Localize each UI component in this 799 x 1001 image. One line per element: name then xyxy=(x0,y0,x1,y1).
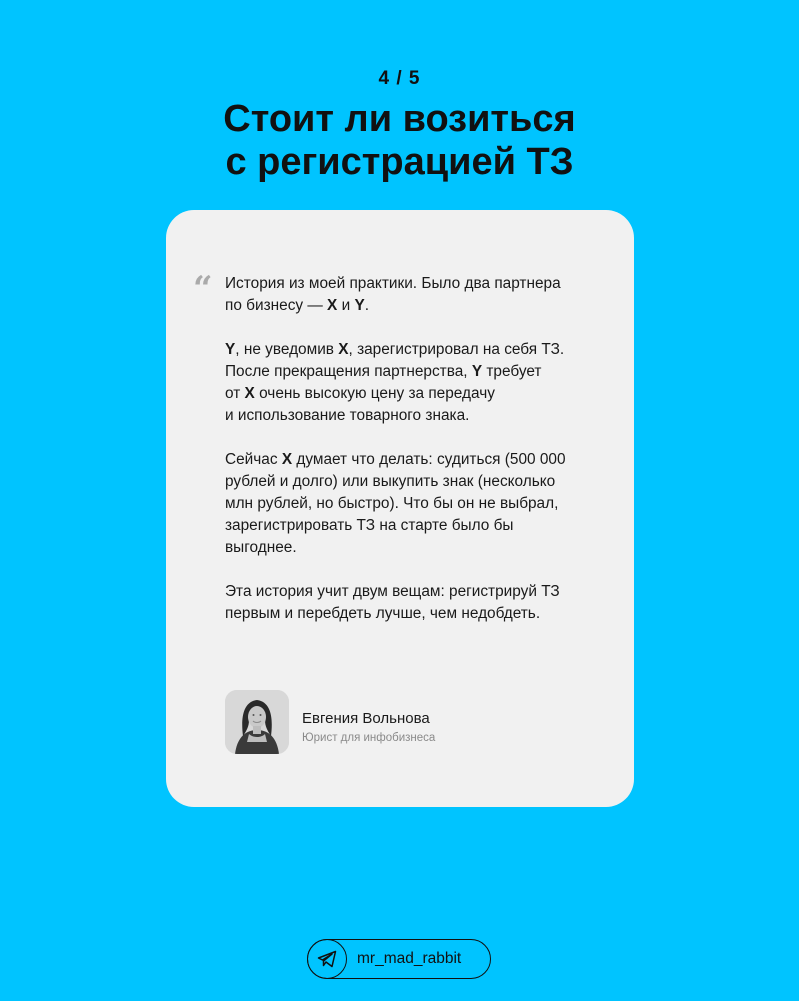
author-role: Юрист для инфобизнеса xyxy=(302,732,436,744)
quote-text-span: очень высокую цену за передачу xyxy=(254,385,495,402)
page-title-line-1: Стоит ли возиться xyxy=(223,98,576,140)
page-counter: 4 / 5 xyxy=(378,68,421,89)
quote-text-span: выгоднее. xyxy=(225,539,297,556)
quote-text-span: требует xyxy=(482,363,542,380)
telegram-handle[interactable]: mr_mad_rabbit xyxy=(357,950,462,967)
quote-paragraph-3 xyxy=(225,449,597,559)
telegram-icon xyxy=(307,939,347,979)
partner-y: Y xyxy=(354,297,365,314)
quote-text-span: , не уведомив xyxy=(235,341,339,358)
quote-text-span: рублей и долго) или выкупить знак (несколько xyxy=(225,473,556,490)
quote-text-span: и использование товарного знака. xyxy=(225,407,470,424)
quote-text-span: . xyxy=(364,297,369,314)
quote-text-span: по бизнесу — xyxy=(225,297,328,314)
quote-text-span: и xyxy=(337,297,355,314)
quote-paragraph-1 xyxy=(225,273,597,317)
partner-y: Y xyxy=(471,363,483,380)
quote-paragraph-2 xyxy=(225,339,597,427)
partner-y: Y xyxy=(225,341,236,358)
partner-x: X xyxy=(327,297,338,314)
quote-text-span: После прекращения партнерства, xyxy=(225,363,472,380)
author-avatar xyxy=(225,690,289,754)
partner-x: X xyxy=(281,451,293,468)
quote-text-span: от xyxy=(225,385,245,402)
quote-text-span: Сейчас xyxy=(225,451,282,468)
quote-text xyxy=(225,273,597,625)
quote-text-span: Эта история учит двум вещам: регистрируй ТЗ xyxy=(225,583,560,600)
quote-text-span: История из моей практики. Было два партнера xyxy=(225,275,561,292)
partner-x: X xyxy=(244,385,255,402)
quote-text-span: млн рублей, но быстро). Что бы он не выбрал, xyxy=(225,495,559,512)
quote-text-span: , зарегистрировал на себя ТЗ. xyxy=(348,341,565,358)
page-title-line-2: с регистрацией ТЗ xyxy=(225,141,574,183)
telegram-link[interactable] xyxy=(307,939,491,979)
page-title xyxy=(0,98,799,184)
quote-text-span: думает что делать: судиться (500 000 xyxy=(292,451,566,468)
quote-paragraph-4 xyxy=(225,581,597,625)
quote-text-span: первым и перебдеть лучше, чем недобдеть. xyxy=(225,605,541,622)
author-name: Евгения Вольнова xyxy=(302,710,430,727)
quote-text-span: зарегистрировать ТЗ на старте было бы xyxy=(225,517,514,534)
partner-x: X xyxy=(338,341,349,358)
quote-icon xyxy=(193,272,213,288)
